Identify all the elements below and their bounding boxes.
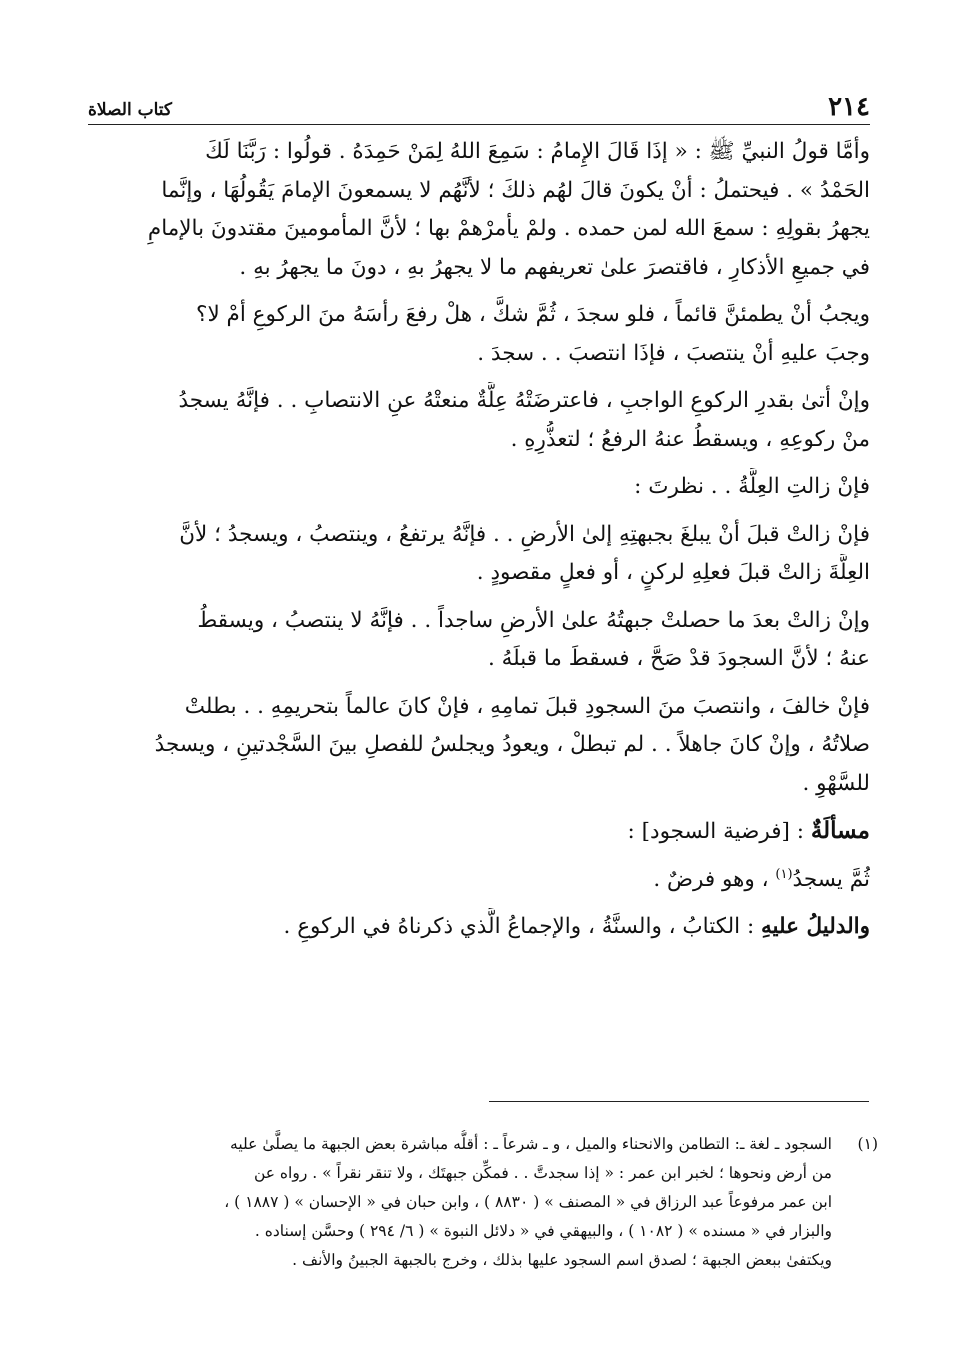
footnote-text	[88, 1130, 832, 1275]
footnote-line: السجود ـ لغة ـ: التطامن والانحناء والميل ، و ـ شرعاً ـ : أقلُّه مباشرة بعض الجبهة ما يصلَّىٰ عليه	[230, 1135, 832, 1153]
text-line: فإنْ زالتْ قبلَ أنْ يبلغَ بجبهتِهِ إلىٰ الأرضِ . . فإنَّهُ يرتفعُ ، وينتصبُ ، ويسجدُ ؛ لأنَّ	[179, 521, 870, 547]
text-line: فإنْ خالفَ ، وانتصبَ منَ السجودِ قبلَ تمامِهِ ، فإنْ كانَ عالماً بتحريمِهِ . . بطلتْ	[184, 693, 870, 719]
text-line	[88, 861, 870, 900]
paragraph-6	[88, 602, 870, 679]
text-line: عنهُ ؛ لأنَّ السجودَ قدْ صَحَّ ، فسقطَ ما قبلَهُ .	[487, 646, 870, 671]
page-number: ٢١٤	[828, 92, 870, 122]
text-segment: ، وهو فرضٌ .	[653, 866, 776, 892]
text-line: للسَّهْوِ .	[802, 770, 870, 796]
paragraph-5	[88, 516, 870, 593]
text-line: وجبَ عليهِ أنْ ينتصبَ ، فإذَا انتصبَ . . سجدَ .	[477, 340, 870, 366]
masala-title: : [فرضية السجود] :	[627, 819, 811, 844]
text-line: يجهرُ بقولِهِ : سمعَ الله لمن حمده . ولمْ يأمرْهمْ بها ؛ لأنَّ المأمومينَ مقتدونَ بالإمامِ	[147, 216, 870, 241]
masala-heading	[88, 812, 870, 852]
text-line: في جميعِ الأذكارِ ، فاقتصرَ علىٰ تعريفهم ما لا يجهرُ بهِ ، دونَ ما يجهرُ بهِ .	[239, 254, 870, 280]
text-line: صلاتُهُ ، وإنْ كانَ جاهلاً . . لم تبطلْ ، ويعودُ ويجلسُ للفصلِ بينَ السَّجْدتينِ ، ويسجدُ	[154, 732, 870, 757]
text-line: العِلَّةَ زالتْ قبلَ فعلِهِ لركنٍ ، أو فعلٍ مقصودٍ .	[476, 560, 870, 585]
text-line	[88, 908, 870, 947]
text-line: وإنْ زالتْ بعدَ ما حصلتْ جبهتُهُ علىٰ الأرضِ ساجداً . . فإنَّهُ لا ينتصبُ ، ويسقطُ	[197, 607, 870, 633]
paragraph-3	[88, 382, 870, 459]
footnote-line: ويكتفىٰ ببعض الجبهة ؛ لصدق اسم السجود عليها بذلك ، وخرج بالجبهة الجبينُ والأنف .	[292, 1251, 832, 1269]
footnote-1	[88, 1130, 878, 1275]
running-title: كتاب الصلاة	[88, 100, 173, 120]
text-line: فإنْ زالتِ العِلَّةُ . . نظرتَ :	[634, 474, 870, 499]
text-segment: : الكتابُ ، والسنَّةُ ، والإجماعُ الَّذي ذكرناهُ في الركوعِ .	[283, 914, 762, 939]
masala-word: مسألَةٌ	[810, 817, 870, 844]
paragraph-8	[88, 861, 870, 900]
paragraph-1	[88, 133, 870, 287]
text-line: ويجبُ أنْ يطمئنَّ قائماً ، فلو سجدَ ، ثُمَّ شكَّ ، هلْ رفعَ رأسَهُ منَ الركوعِ أمْ لا؟	[196, 302, 870, 327]
footnotes	[88, 1130, 878, 1275]
masala-line	[88, 812, 870, 852]
text-segment: ثُمَّ يسجدُ	[792, 866, 870, 892]
footnote-line: من أرض ونحوها ؛ لخبر ابن عمر : « إذا سجدتَّ . . فمكِّن جبهتَك ، ولا تنقر نقراً » . رواه عن	[253, 1164, 832, 1182]
text-line: وأمَّا قولُ النبيِّ ﷺ : « إذَا قَالَ الإِمامُ : سَمِعَ اللهُ لِمَنْ حَمِدَهُ . قولُوا : رَبَّنَا لَكَ	[205, 139, 870, 164]
text-line: الحَمْدُ » . فيحتملُ : أنْ يكونَ قالَ لهُم ذلكَ ؛ لأنَّهُم لا يسمعونَ الإمامَ يَقُولُهَا ، وإنَّما	[161, 177, 870, 203]
footnote-line: ابن عمر مرفوعاً عبد الرزاق في « المصنف » ( ٨٨٣٠ ) ، وابن حبان في « الإحسان » ( ١٨٨٧ ) ،	[224, 1193, 832, 1211]
paragraph-9	[88, 908, 870, 947]
text-line: منْ ركوعِهِ ، ويسقطُ عنهُ الرفعُ ؛ لتعذُّرِهِ .	[510, 426, 870, 452]
footnote-divider	[489, 1101, 869, 1102]
main-text	[88, 133, 870, 956]
paragraph-4	[88, 468, 870, 507]
paragraph-2	[88, 296, 870, 373]
footnote-number: (١)	[857, 1135, 878, 1153]
text-line: وإنْ أتىٰ بقدرِ الركوعِ الواجبِ ، فاعترضَتْهُ عِلَّةٌ منعتْهُ عنِ الانتصابِ . . فإنَّهُ يسجدُ	[178, 388, 870, 413]
evidence-label: والدليلُ عليهِ	[761, 914, 870, 939]
footnote-reference[interactable]: (١)	[775, 866, 793, 882]
page-header	[88, 88, 870, 125]
paragraph-7	[88, 688, 870, 804]
footnote-line: والبزار في « مسنده » ( ١٠٨٢ ) ، والبيهقي في « دلائل النبوة » ( ٦/ ٢٩٤ ) وحسَّن إسناده .	[254, 1222, 832, 1240]
